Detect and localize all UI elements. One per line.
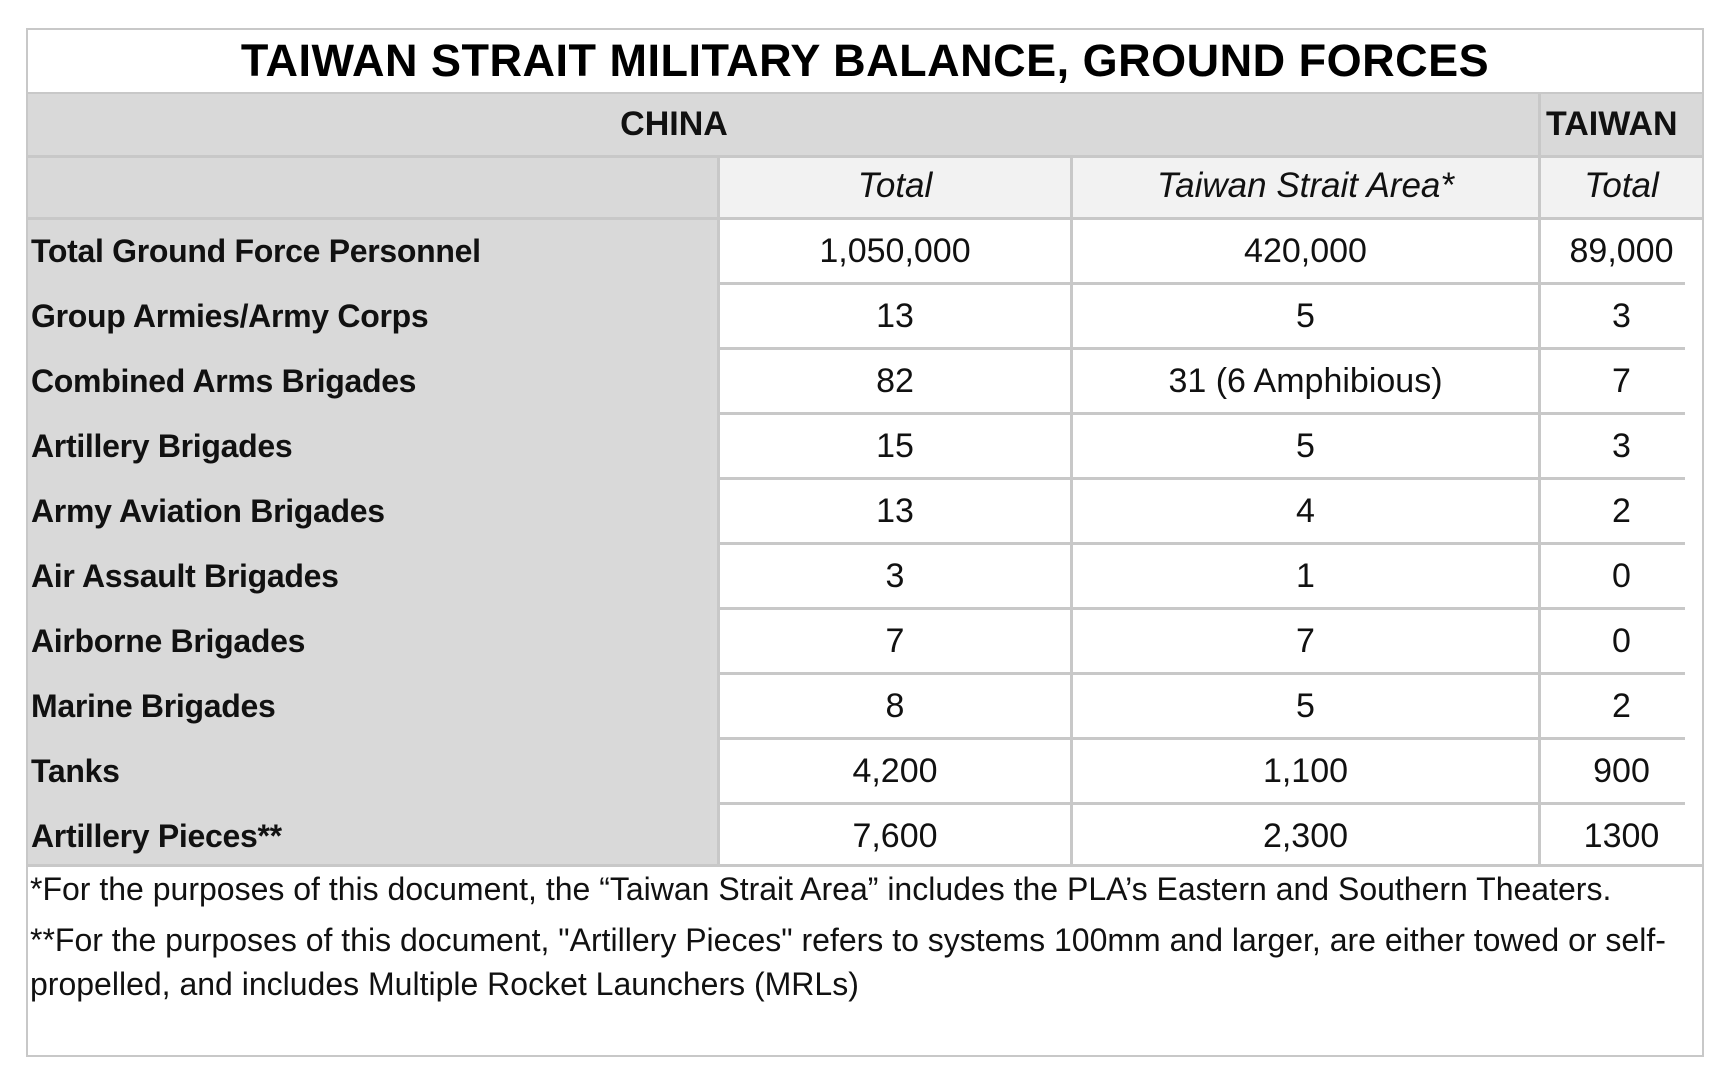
cell-taiwan-total: 0 bbox=[1612, 556, 1631, 595]
table-row-label: Army Aviation Brigades bbox=[31, 492, 385, 529]
cell-china-total: 7 bbox=[885, 621, 905, 660]
footnote-artillery: **For the purposes of this document, "Artillery Pieces" refers to systems 100mm and larger, are either towed or self-propelled, and includes Multiple Rocket Launchers (MRLs) bbox=[30, 922, 1666, 1002]
cell-taiwan-total: 0 bbox=[1612, 621, 1631, 660]
china-header bbox=[28, 94, 1538, 155]
cell-strait-area: 1 bbox=[1296, 556, 1315, 595]
cell-strait-area: 5 bbox=[1296, 296, 1315, 335]
taiwan-header bbox=[1541, 94, 1702, 155]
cell-taiwan-total: 1300 bbox=[1583, 816, 1660, 855]
table-row-label: Air Assault Brigades bbox=[31, 557, 339, 594]
cell-taiwan-total: 3 bbox=[1612, 426, 1631, 465]
table-row-label: Airborne Brigades bbox=[31, 622, 306, 659]
footnotes bbox=[30, 867, 1696, 1013]
col-header-taiwan-total: Total bbox=[1541, 155, 1702, 217]
table-title: TAIWAN STRAIT MILITARY BALANCE, GROUND FORCES bbox=[28, 30, 1702, 94]
subheader-blank bbox=[28, 155, 717, 217]
table-row-label: Group Armies/Army Corps bbox=[31, 297, 429, 334]
cell-strait-area: 4 bbox=[1296, 491, 1315, 530]
taiwan-header-label: TAIWAN bbox=[1546, 105, 1678, 143]
cell-china-total: 15 bbox=[876, 426, 914, 465]
china-header-label: CHINA bbox=[620, 105, 728, 143]
cell-china-total: 4,200 bbox=[852, 751, 938, 790]
grid-line bbox=[1070, 155, 1073, 867]
table-row-label: Combined Arms Brigades bbox=[31, 362, 417, 399]
cell-taiwan-total: 89,000 bbox=[1569, 231, 1674, 270]
military-balance-table bbox=[26, 28, 1704, 1057]
cell-strait-area: 31 (6 Amphibious) bbox=[1168, 361, 1443, 400]
col-header-strait-area: Taiwan Strait Area* bbox=[1073, 155, 1538, 217]
cell-taiwan-total: 2 bbox=[1612, 491, 1631, 530]
cell-china-total: 13 bbox=[876, 296, 914, 335]
cell-strait-area: 7 bbox=[1296, 621, 1315, 660]
grid-line bbox=[1538, 94, 1541, 867]
table-row-label: Artillery Brigades bbox=[31, 427, 293, 464]
cell-china-total: 8 bbox=[885, 686, 905, 725]
cell-strait-area: 5 bbox=[1296, 426, 1315, 465]
cell-china-total: 3 bbox=[885, 556, 905, 595]
table-row-label: Marine Brigades bbox=[31, 687, 276, 724]
cell-strait-area: 420,000 bbox=[1244, 231, 1367, 270]
cell-taiwan-total: 7 bbox=[1612, 361, 1631, 400]
col-header-china-total: Total bbox=[720, 155, 1070, 217]
cell-china-total: 7,600 bbox=[852, 816, 938, 855]
cell-taiwan-total: 2 bbox=[1612, 686, 1631, 725]
cell-china-total: 1,050,000 bbox=[819, 231, 971, 270]
cell-taiwan-total: 900 bbox=[1593, 751, 1650, 790]
table-row-label: Tanks bbox=[31, 752, 120, 789]
table-row-label: Total Ground Force Personnel bbox=[31, 232, 481, 269]
cell-china-total: 82 bbox=[876, 361, 914, 400]
table-row-label: Artillery Pieces** bbox=[31, 817, 282, 854]
cell-strait-area: 2,300 bbox=[1262, 816, 1349, 855]
cell-strait-area: 1,100 bbox=[1262, 751, 1349, 790]
footnote-strait-area: *For the purposes of this document, the “Taiwan Strait Area” includes the PLA’s Eastern and Southern Theaters. bbox=[30, 871, 1612, 907]
cell-taiwan-total: 3 bbox=[1612, 296, 1631, 335]
cell-strait-area: 5 bbox=[1296, 686, 1315, 725]
grid-line bbox=[28, 155, 1702, 158]
grid-line bbox=[28, 217, 1702, 220]
cell-china-total: 13 bbox=[876, 491, 914, 530]
grid-line bbox=[717, 155, 720, 867]
